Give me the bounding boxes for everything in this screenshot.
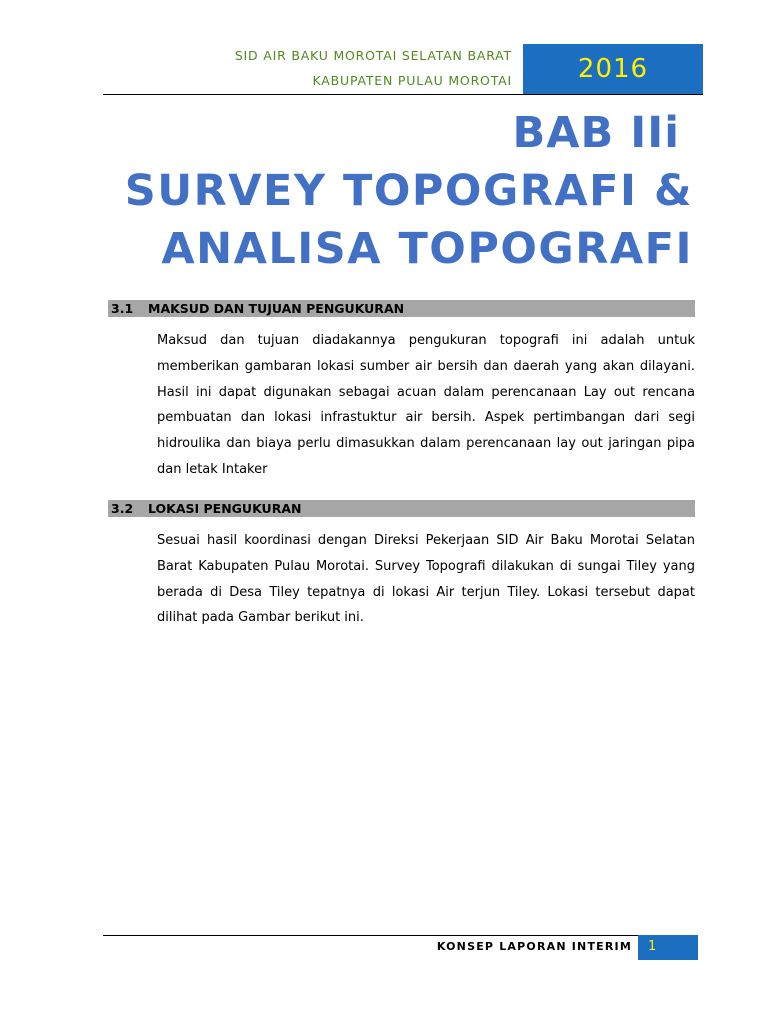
section-number: 3.2 (111, 501, 134, 516)
section-paragraph: Maksud dan tujuan diadakannya pengukuran topografi ini adalah untuk memberikan gambaran lokasi sumber air bersih dan daerah yang akan dilayani. Hasil ini dapat digunakan sebagai acuan dalam perencanaan Lay out rencana pembuatan dan lokasi infrastuktur air bersih. Aspek pertimbangan dari segi hidroulika dan biaya perlu dimasukkan dalam perencanaan lay out jaringan pipa dan letak Intaker (157, 333, 695, 477)
page-number-box (638, 935, 698, 960)
header-project-title: SID AIR BAKU MOROTAI SELATAN BARAT (234, 48, 512, 63)
header-year-box (523, 44, 703, 94)
chapter-number: BAB IIi (512, 108, 680, 158)
page-number: 1 (648, 939, 657, 954)
header-regency: KABUPATEN PULAU MOROTAI (312, 73, 512, 88)
footer-label: KONSEP LAPORAN INTERIM (436, 940, 632, 953)
section-heading-text: MAKSUD DAN TUJUAN PENGUKURAN (148, 301, 405, 316)
section-heading-bar (108, 500, 695, 517)
section-heading (111, 301, 404, 316)
chapter-title-line2: ANALISA TOPOGRAFI (161, 224, 693, 274)
section-paragraph: Sesuai hasil koordinasi dengan Direksi Pekerjaan SID Air Baku Morotai Selatan Barat Kabupaten Pulau Morotai. Survey Topografi dilakukan di sungai Tiley yang berada di Desa Tiley tepatnya di lokasi Air terjun Tiley. Lokasi tersebut dapat dilihat pada Gambar berikut ini. (157, 533, 695, 626)
header-year: 2016 (577, 54, 649, 84)
header-divider (103, 94, 703, 95)
section-heading (111, 501, 301, 516)
section-heading-bar (108, 300, 695, 317)
section-number: 3.1 (111, 301, 134, 316)
section-heading-text: LOKASI PENGUKURAN (148, 501, 302, 516)
footer-divider (103, 935, 638, 936)
chapter-title-line1: SURVEY TOPOGRAFI & (124, 166, 693, 216)
